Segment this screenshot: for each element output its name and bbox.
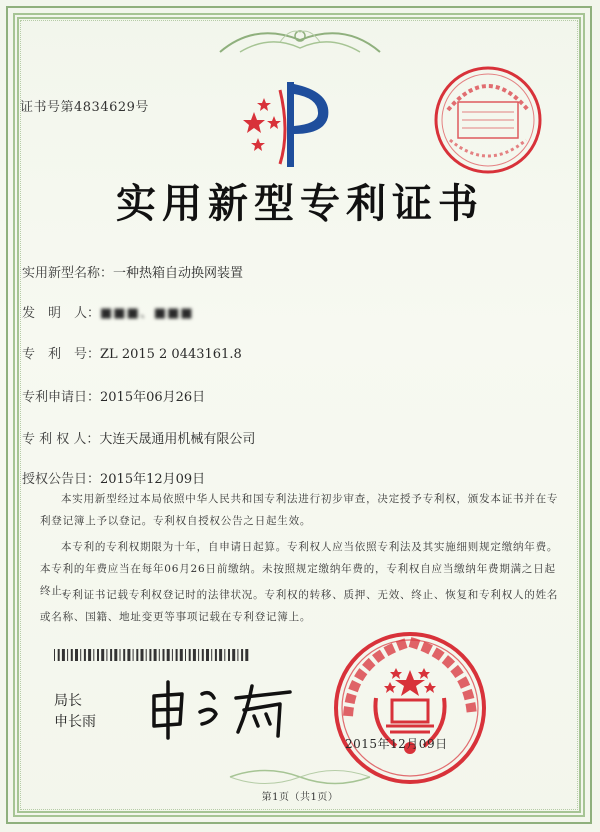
patentee-value: 大连天晟通用机械有限公司 <box>99 432 256 447</box>
field-patent-number <box>22 343 242 362</box>
field-grant-date <box>22 468 205 487</box>
utility-name-value: 一种热箱自动换网装置 <box>113 266 244 281</box>
patent-number-label: 专 利 号： <box>22 347 101 362</box>
signer-name: 申长雨 <box>54 714 96 730</box>
barcode-icon <box>54 649 250 661</box>
body-paragraph-1: 本实用新型经过本局依照中华人民共和国专利法进行初步审查，决定授予专利权，颁发本证书并在专利登记簿上予以登记。专利权自授权公告之日起生效。 <box>40 493 559 527</box>
inventor-value: ■■■、■■■ <box>100 306 194 321</box>
page-footer: 第1页（共1页） <box>261 792 339 803</box>
bottom-ornament-icon <box>225 766 375 788</box>
patent-number-value: ZL 2015 2 0443161.8 <box>100 347 242 362</box>
filing-date-value: 2015年06月26日 <box>100 390 206 405</box>
grant-date-label: 授权公告日： <box>22 472 101 487</box>
field-inventor <box>22 302 194 321</box>
seal-date: 2015年12月09日 <box>345 737 448 751</box>
national-seal-icon <box>330 628 490 788</box>
field-utility-name <box>22 262 243 281</box>
grant-date-value: 2015年12月09日 <box>100 472 206 487</box>
signature-icon <box>140 668 300 748</box>
field-filing-date <box>22 386 205 405</box>
filing-date-label: 专利申请日： <box>22 390 101 405</box>
top-ornament-icon <box>210 22 390 58</box>
signer-title: 局长 <box>54 693 82 709</box>
patentee-label: 专 利 权 人： <box>22 432 100 447</box>
body-paragraph-3: 专利证书记载专利权登记时的法律状况。专利权的转移、质押、无效、终止、恢复和专利权人的姓名或名称、国籍、地址变更等事项记载在专利登记簿上。 <box>40 589 559 623</box>
certificate-title: 实用新型专利证书 <box>116 180 484 227</box>
certificate-number: 证书号第4834629号 <box>20 100 149 115</box>
utility-name-label: 实用新型名称： <box>22 266 114 281</box>
inventor-label: 发 明 人： <box>22 306 101 321</box>
patent-office-logo-icon <box>232 72 342 172</box>
agency-seal-icon <box>428 60 548 180</box>
body-paragraph-2: 本专利的专利权期限为十年，自申请日起算。专利权人应当依照专利法及其实施细则规定缴纳年费。本专利的年费应当在每年06月26日前缴纳。未按照规定缴纳年费的，专利权自应当缴纳年费期满之日起终止。 <box>40 541 559 597</box>
field-patentee <box>22 428 255 447</box>
